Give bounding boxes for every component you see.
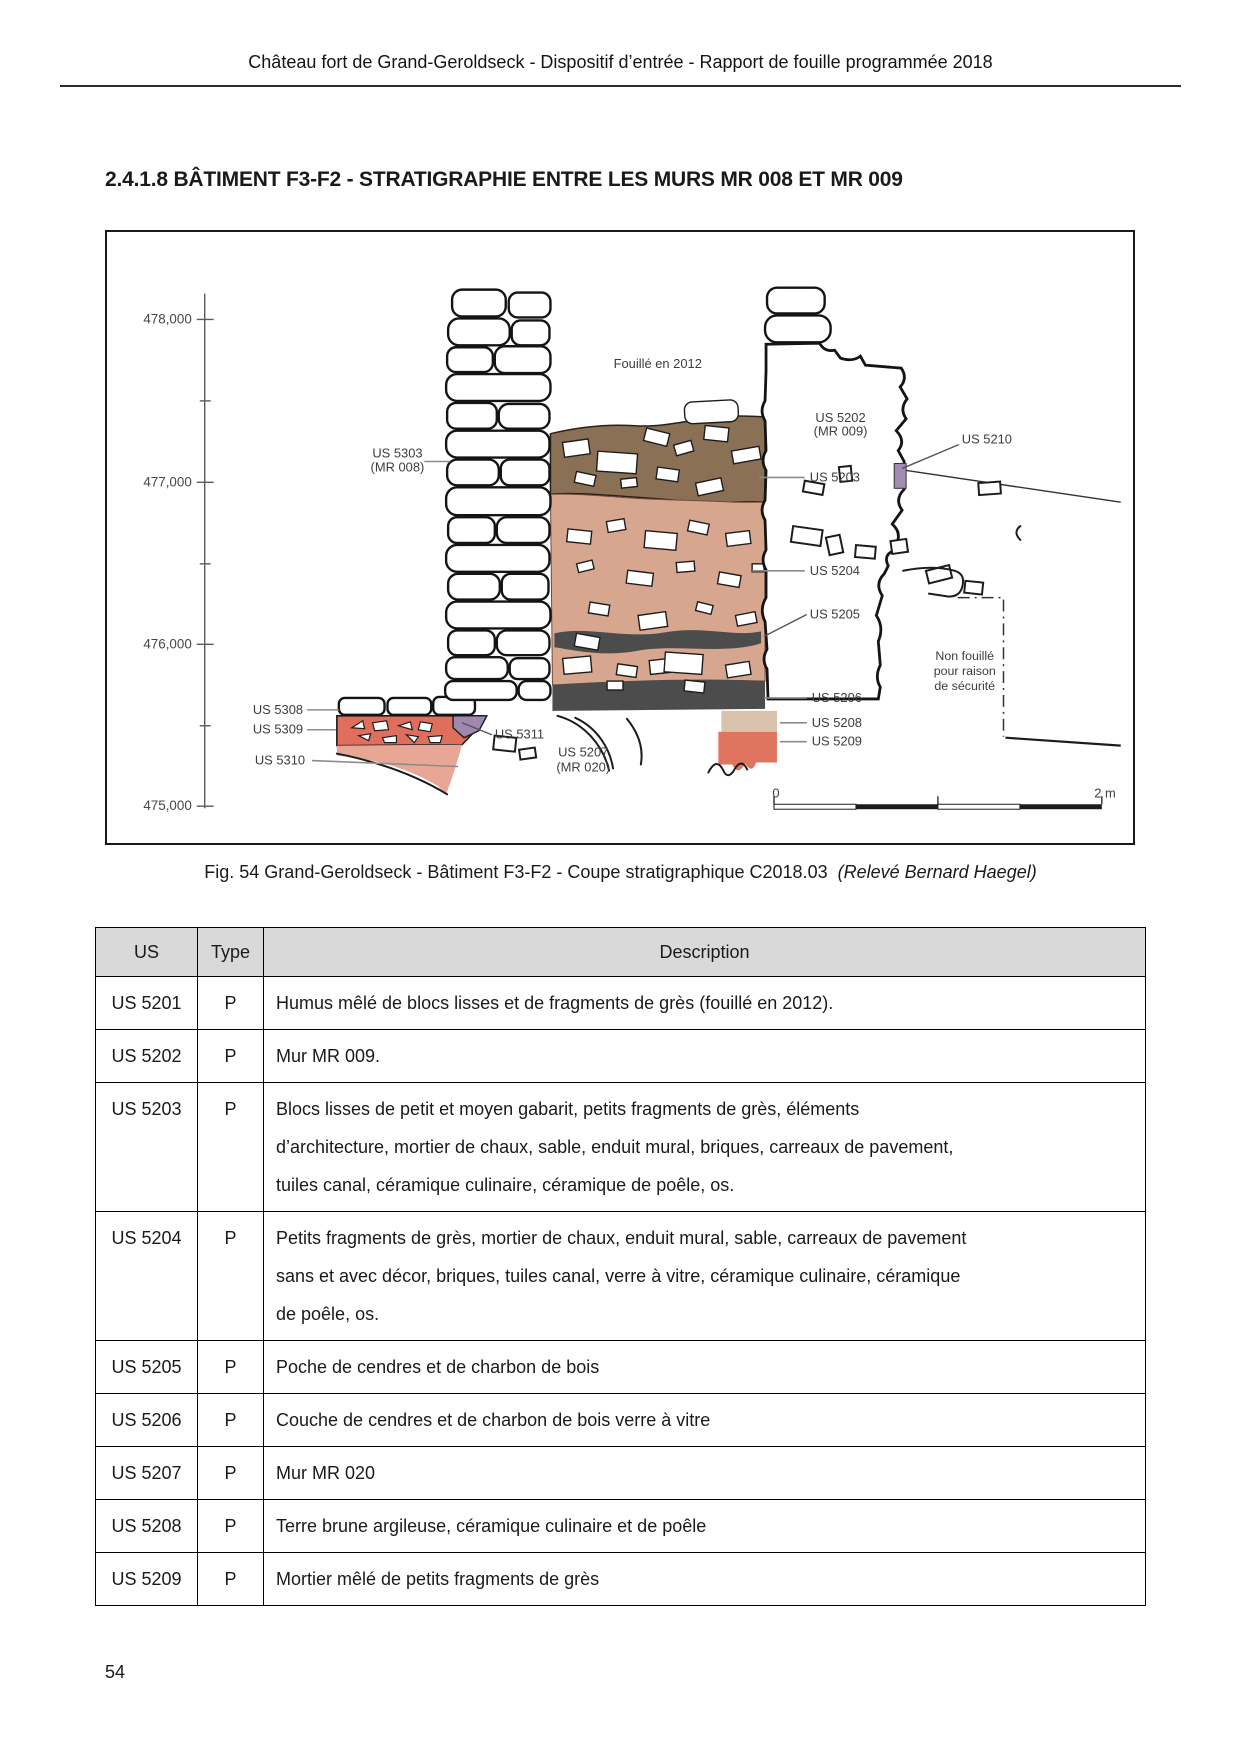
- label-us5207: US 5207: [558, 744, 609, 760]
- page-number: 54: [105, 1662, 126, 1682]
- stratigraphy-drawing: [107, 232, 1133, 843]
- desc-cell: Humus mêlé de blocs lisses et de fragments de grès (fouillé en 2012).: [264, 977, 1146, 1030]
- us-cell: US 5209: [96, 1553, 198, 1606]
- type-cell: P: [198, 1447, 264, 1500]
- elevation-scale: [197, 294, 214, 809]
- type-cell: P: [198, 1083, 264, 1212]
- type-cell: P: [198, 1553, 264, 1606]
- us-cell: US 5201: [96, 977, 198, 1030]
- label-us5309: US 5309: [252, 721, 304, 737]
- us-cell: US 5208: [96, 1500, 198, 1553]
- desc-cell: Poche de cendres et de charbon de bois: [264, 1341, 1146, 1394]
- header-type: Type: [198, 928, 264, 977]
- label-us5206: US 5206: [811, 689, 862, 705]
- us-table-body: [96, 977, 1146, 1606]
- scale-end: 2 m: [1094, 785, 1116, 801]
- label-us5204: US 5204: [809, 562, 860, 578]
- table-row: [96, 1394, 1146, 1447]
- table-row: [96, 1500, 1146, 1553]
- label-us5303: US 5303: [372, 445, 423, 461]
- label-us5203: US 5203: [809, 469, 860, 485]
- desc-cell: Couche de cendres et de charbon de bois verre à vitre: [264, 1394, 1146, 1447]
- table-row: [96, 1083, 1146, 1212]
- type-cell: P: [198, 1341, 264, 1394]
- header-rule: [60, 85, 1181, 87]
- elevation-label: 476,000: [143, 636, 192, 652]
- note-not-excavated-2: pour raison: [933, 664, 996, 679]
- label-us5311: US 5311: [494, 726, 545, 742]
- table-header-row: [96, 928, 1146, 977]
- desc-cell: Terre brune argileuse, céramique culinaire et de poêle: [264, 1500, 1146, 1553]
- label-us5303-mr: (MR 008): [370, 459, 425, 475]
- layer-us5208: [721, 711, 777, 732]
- table-row: [96, 1447, 1146, 1500]
- label-us5209: US 5209: [811, 733, 862, 749]
- running-header: Château fort de Grand-Geroldseck - Dispositif d’entrée - Rapport de fouille programmée 2018: [248, 52, 993, 72]
- table-row: [96, 1341, 1146, 1394]
- layer-us5209: [718, 732, 777, 771]
- scale-start: 0: [772, 785, 780, 801]
- stratigraphy-figure: [105, 230, 1135, 845]
- elevation-label: 475,000: [143, 798, 192, 814]
- us-cell: US 5202: [96, 1030, 198, 1083]
- wall-mr008: [445, 290, 550, 700]
- type-cell: P: [198, 1212, 264, 1341]
- label-us5208: US 5208: [811, 714, 862, 730]
- table-row: [96, 977, 1146, 1030]
- figure-caption: [95, 862, 1146, 883]
- elevation-label: 477,000: [143, 474, 192, 490]
- desc-cell: Mortier mêlé de petits fragments de grès: [264, 1553, 1146, 1606]
- layer-us5206: [552, 680, 765, 711]
- us-description-table: [95, 927, 1146, 1606]
- us-cell: US 5203: [96, 1083, 198, 1212]
- us-cell: US 5206: [96, 1394, 198, 1447]
- note-excavated: Fouillé en 2012: [613, 356, 702, 372]
- wall-mr020-sketch: [493, 716, 747, 775]
- table-row: [96, 1030, 1146, 1083]
- section-heading: 2.4.1.8 BÂTIMENT F3-F2 - STRATIGRAPHIE ENTRE LES MURS MR 008 ET MR 009: [105, 168, 903, 191]
- desc-cell: Mur MR 009.: [264, 1030, 1146, 1083]
- header-description: Description: [264, 928, 1146, 977]
- note-not-excavated-1: Non fouillé: [935, 649, 995, 664]
- label-us5207-mr: (MR 020): [556, 759, 611, 775]
- header-us: US: [96, 928, 198, 977]
- us-cell: US 5204: [96, 1212, 198, 1341]
- wall-mr009: [762, 288, 907, 699]
- layer-us5310: [337, 745, 462, 795]
- desc-cell: Mur MR 020: [264, 1447, 1146, 1500]
- us-cell: US 5207: [96, 1447, 198, 1500]
- type-cell: P: [198, 1030, 264, 1083]
- label-us5205: US 5205: [809, 606, 860, 622]
- desc-cell: Blocs lisses de petit et moyen gabarit, petits fragments de grès, éléments d’architecture, mortier de chaux, sable, enduit mural, briques, carreaux de pavement, tuiles canal, céramique culinaire, céramique de poêle, os.: [264, 1083, 1146, 1212]
- table-row: [96, 1212, 1146, 1341]
- label-us5310: US 5310: [254, 752, 306, 768]
- label-us5210: US 5210: [961, 431, 1012, 447]
- label-us5202-mr: (MR 009): [813, 423, 868, 439]
- note-not-excavated-3: de sécurité: [934, 679, 996, 694]
- label-us5308: US 5308: [252, 701, 304, 717]
- caption-credit: (Relevé Bernard Haegel): [837, 862, 1037, 882]
- us-cell: US 5205: [96, 1341, 198, 1394]
- desc-cell: Petits fragments de grès, mortier de chaux, enduit mural, sable, carreaux de pavement sans et avec décor, briques, tuiles canal, verre à vitre, céramique culinaire, céramique de poêle, os.: [264, 1212, 1146, 1341]
- table-row: [96, 1553, 1146, 1606]
- type-cell: P: [198, 1500, 264, 1553]
- scale-bar: [772, 785, 1115, 809]
- elevation-label: 478,000: [143, 311, 192, 327]
- label-us5202: US 5202: [815, 409, 866, 425]
- type-cell: P: [198, 1394, 264, 1447]
- type-cell: P: [198, 977, 264, 1030]
- caption-text: Fig. 54 Grand-Geroldseck - Bâtiment F3-F2 - Coupe stratigraphique C2018.03: [204, 862, 828, 882]
